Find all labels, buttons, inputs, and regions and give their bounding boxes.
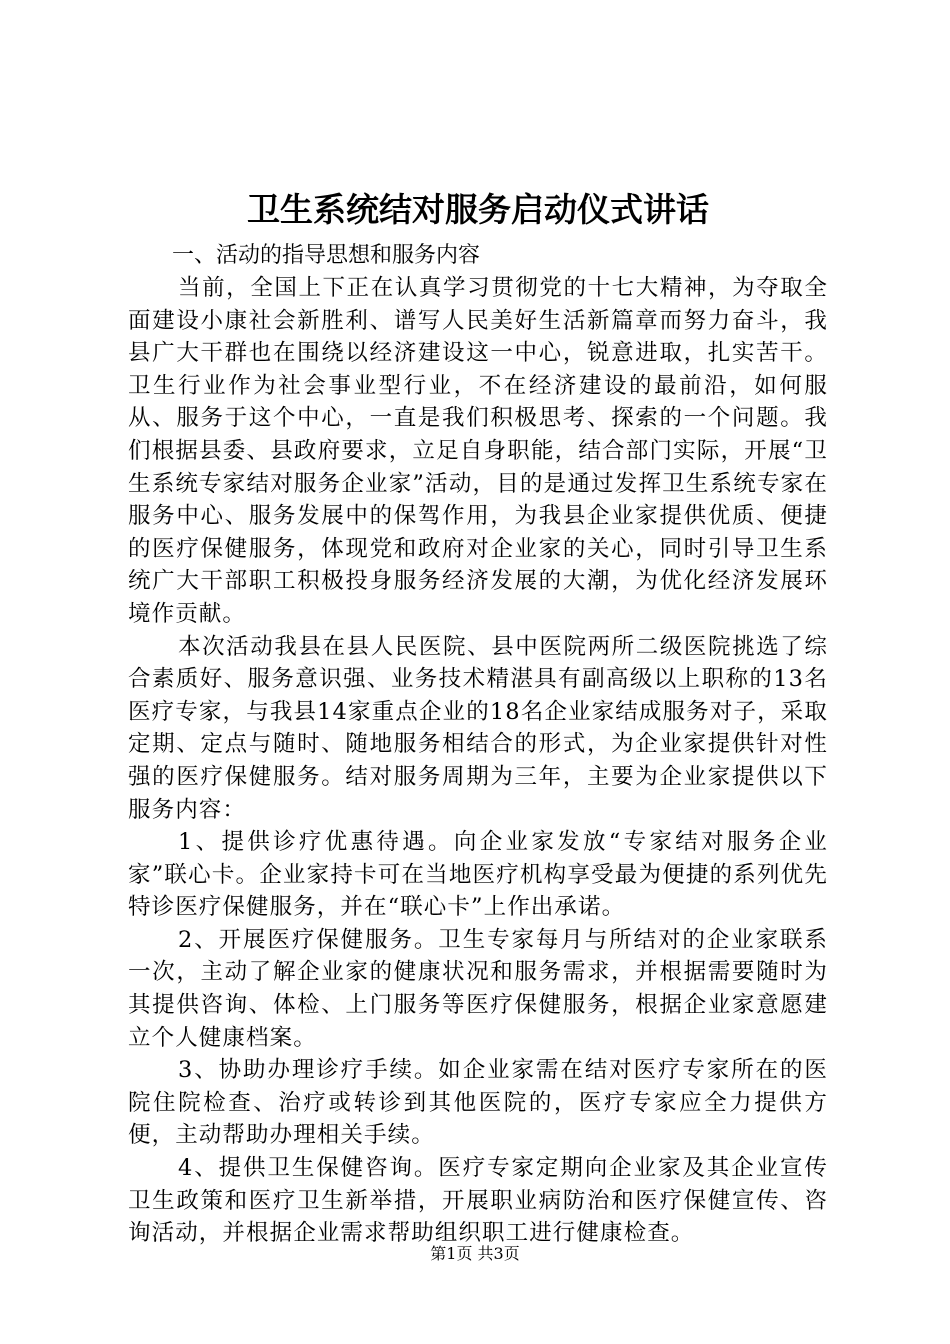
document-body	[128, 186, 828, 1250]
document-title: 卫生系统结对服务启动仪式讲话	[247, 190, 709, 229]
paragraph-intro: 当前，全国上下正在认真学习贯彻党的十七大精神，为夺取全面建设小康社会新胜利、谱写人民美好生活新篇章而努力奋斗，我县广大干群也在围绕以经济建设这一中心，锐意进取，扎实苦干。卫生行业作为社会事业型行业，不在经济建设的最前沿，如何服从、服务于这个中心，一直是我们积极思考、探索的一个问题。我们根据县委、县政府要求，立足自身职能，结合部门实际，开展“卫生系统专家结对服务企业家”活动，目的是通过发挥卫生系统专家在服务中心、服务发展中的保驾作用，为我县企业家提供优质、便捷的医疗保健服务，体现党和政府对企业家的关心，同时引导卫生系统广大干部职工积极投身服务经济发展的大潮，为优化经济发展环境作贡献。	[128, 275, 828, 627]
paragraph-item-1: 1、提供诊疗优惠待遇。向企业家发放“专家结对服务企业家”联心卡。企业家持卡可在当地医疗机构享受最为便捷的系列优先特诊医疗保健服务，并在“联心卡”上作出承诺。	[128, 829, 828, 921]
paragraph-item-3: 3、协助办理诊疗手续。如企业家需在结对医疗专家所在的医院住院检查、治疗或转诊到其他医院的，医疗专家应全力提供方便，主动帮助办理相关手续。	[128, 1057, 828, 1149]
paragraph-activity: 本次活动我县在县人民医院、县中医院两所二级医院挑选了综合素质好、服务意识强、业务技术精湛具有副高级以上职称的13名医疗专家，与我县14家重点企业的18名企业家结成服务对子，采取定期、定点与随时、随地服务相结合的形式，为企业家提供针对性强的医疗保健服务。结对服务周期为三年，主要为企业家提供以下服务内容：	[128, 633, 828, 823]
section-heading: 一、活动的指导思想和服务内容	[172, 243, 481, 268]
paragraph-item-2: 2、开展医疗保健服务。卫生专家每月与所结对的企业家联系一次，主动了解企业家的健康状况和服务需求，并根据需要随时为其提供咨询、体检、上门服务等医疗保健服务，根据企业家意愿建立个人健康档案。	[128, 926, 828, 1051]
paragraph-item-4: 4、提供卫生保健咨询。医疗专家定期向企业家及其企业宣传卫生政策和医疗卫生新举措，开展职业病防治和医疗保健宣传、咨询活动，并根据企业需求帮助组织职工进行健康检查。	[128, 1155, 828, 1247]
page-number-footer: 第1页 共3页	[430, 1244, 520, 1263]
